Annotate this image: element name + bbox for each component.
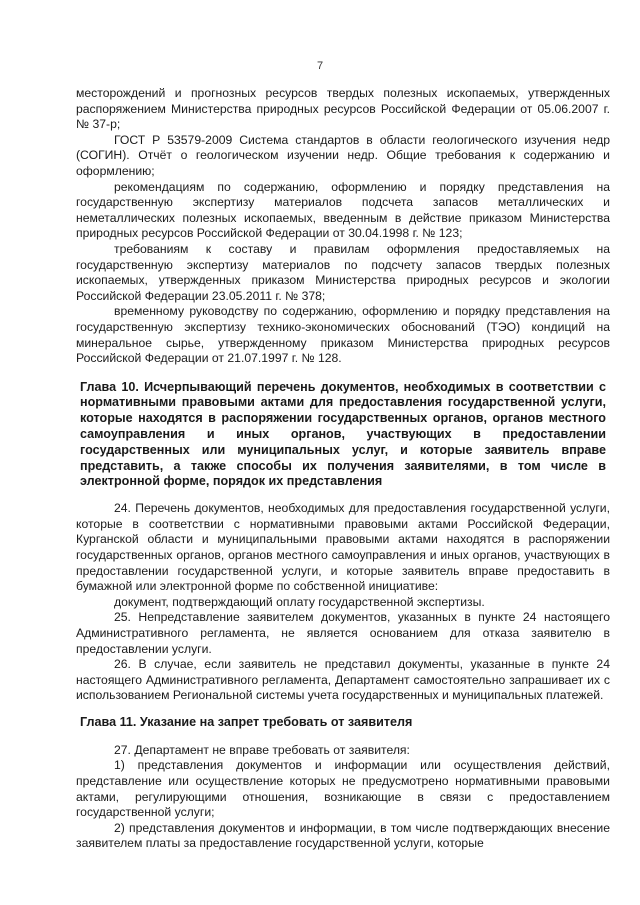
- document-body: [76, 86, 610, 852]
- paragraph: временному руководству по содержанию, оформлению и порядку представления на государственную экспертизу технико-экономических обоснований (ТЭО) кондиций на минеральное сырье, утвержденному приказом Министерства природных ресурсов Российской Федерации от 21.07.1997 г. № 128.: [76, 304, 610, 366]
- paragraph: 1) представления документов и информации или осуществления действий, представление или осуществление которых не предусмотрено нормативными правовыми актами, регулирующими отношения, возникающие в связи с предоставлением государственной услуги;: [76, 758, 610, 820]
- chapter-11-heading: Глава 11. Указание на запрет требовать от заявителя: [80, 714, 413, 729]
- chapter-10-section: [76, 501, 610, 704]
- paragraph: требованиям к составу и правилам оформления предоставляемых на государственную экспертизу материалов по подсчету запасов твердых полезных ископаемых, утвержденных приказом Министерства природных ресурсов и экологии Российской Федерации 23.05.2011 г. № 378;: [76, 241, 610, 303]
- chapter-10-heading: Глава 10. Исчерпывающий перечень документов, необходимых в соответствии с нормативными правовыми актами для предоставления государственной услуги, которые находятся в распоряжении государственных органов, органов местного самоуправления и иных органов, участвующих в предоставлении государственных или муниципальных услуг, и которые заявитель вправе представить, а также способы их получения заявителями, в том числе в электронной форме, порядок их представления: [80, 379, 606, 489]
- paragraph: рекомендациям по содержанию, оформлению и порядку представления на государственную экспертизу материалов подсчета запасов металлических и неметаллических полезных ископаемых, введенным в действие приказом Министерства природных ресурсов Российской Федерации от 30.04.1998 г. № 123;: [76, 179, 610, 241]
- paragraph: документ, подтверждающий оплату государственной экспертизы.: [114, 594, 485, 609]
- paragraph: 27. Департамент не вправе требовать от заявителя:: [114, 742, 410, 757]
- regulations-list-section: [76, 86, 610, 367]
- paragraph: месторождений и прогнозных ресурсов твердых полезных ископаемых, утвержденных распоряжением Министерства природных ресурсов Российской Федерации от 05.06.2007 г. № 37-р;: [76, 86, 610, 132]
- chapter-11-section: [76, 743, 610, 852]
- paragraph: 25. Непредставление заявителем документов, указанных в пункте 24 настоящего Административного регламента, не является основанием для отказа заявителю в предоставлении услуги.: [76, 610, 610, 656]
- paragraph: 24. Перечень документов, необходимых для предоставления государственной услуги, которые в соответствии с нормативными правовыми актами Российской Федерации, Курганской области и муниципальными правовыми актами находятся в распоряжении государственных органов, органов местного самоуправления и иных органов, участвующих в предоставлении государственной услуги, и которые заявитель вправе предоставить в бумажной или электронной форме по собственной инициативе:: [76, 501, 610, 594]
- paragraph: 2) представления документов и информации, в том числе подтверждающих внесение заявителем платы за предоставление государственной услуги, которые: [76, 820, 610, 851]
- paragraph: ГОСТ Р 53579-2009 Система стандартов в области геологического изучения недр (СОГИН). Отчёт о геологическом изучении недр. Общие требования к содержанию и оформлению;: [76, 132, 610, 178]
- paragraph: 26. В случае, если заявитель не представил документы, указанные в пункте 24 настоящего Административного регламента, Департамент самостоятельно запрашивает их с использованием Региональной системы учета государственных и муниципальных платежей.: [76, 657, 610, 703]
- page-number: 7: [316, 60, 324, 72]
